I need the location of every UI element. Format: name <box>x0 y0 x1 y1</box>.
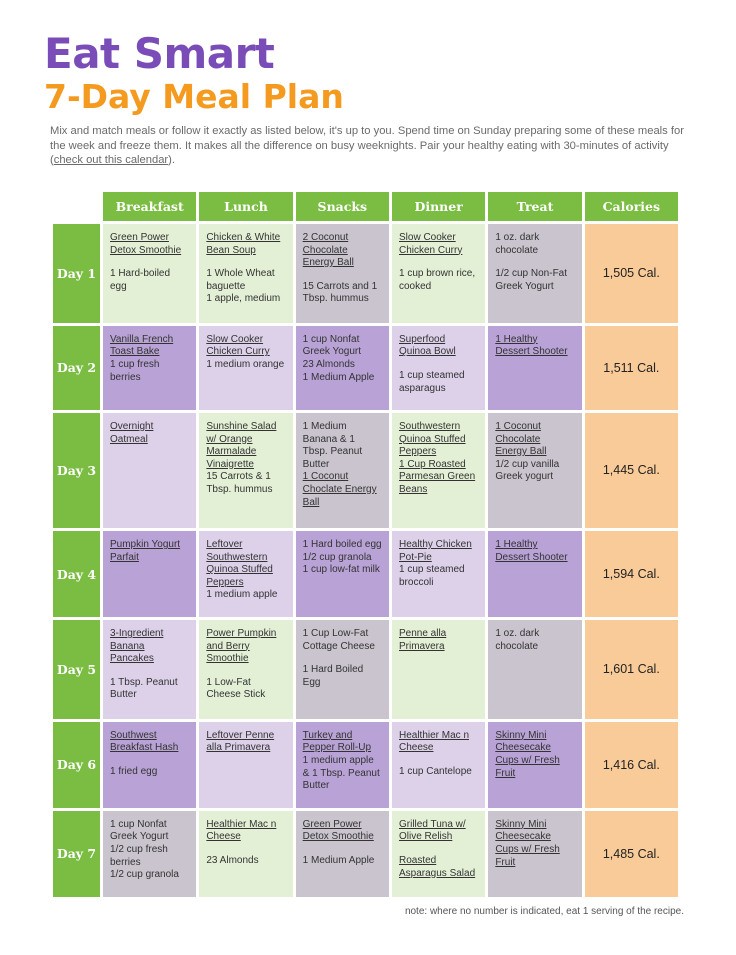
header-snacks: Snacks <box>296 192 389 221</box>
meal-item-text: 1/2 cup vanilla Greek yogurt <box>495 458 560 483</box>
meal-item-text: 1 Low-Fat Cheese Stick <box>206 676 266 701</box>
meal-plan-body <box>53 224 678 897</box>
lunch-cell <box>199 620 292 719</box>
recipe-link[interactable]: Sunshine Salad w/ Orange Marmalade Vinaigrette <box>206 420 277 470</box>
recipe-link[interactable]: Healthier Mac n Cheese <box>398 729 470 754</box>
header-dinner: Dinner <box>392 192 485 221</box>
recipe-link[interactable]: Vanilla French Toast Bake <box>110 333 174 358</box>
spacer <box>206 257 285 268</box>
footnote: note: where no number is indicated, eat 1 serving of the recipe. <box>404 906 684 917</box>
calories-cell: 1,485 Cal. <box>585 811 678 897</box>
meal-item-text: 1 fried egg <box>110 765 158 777</box>
page-title: Eat Smart <box>44 29 275 78</box>
recipe-link[interactable]: Slow Cooker Chicken Curry <box>206 333 270 358</box>
recipe-link[interactable]: Southwest Breakfast Hash <box>110 729 179 754</box>
meal-item-text: 1 Tbsp. Peanut Butter <box>110 676 178 701</box>
header-row <box>53 192 678 221</box>
recipe-link[interactable]: 1 Cup Roasted Parmesan Green Beans <box>398 458 476 495</box>
meal-item-text: 23 Almonds <box>302 358 355 370</box>
meal-item-text: 1/2 cup fresh berries <box>110 844 168 868</box>
recipe-link[interactable]: Green Power Detox Smoothie <box>110 232 182 256</box>
meal-item-text: 1 cup Nonfat Greek Yogurt <box>302 333 362 358</box>
recipe-link[interactable]: Leftover Penne alla Primavera <box>206 729 275 754</box>
dinner-cell <box>392 224 485 323</box>
recipe-link[interactable]: Healthier Mac n Cheese <box>206 818 277 843</box>
meal-item-text: 1 apple, medium <box>206 293 281 305</box>
lunch-cell <box>199 413 292 528</box>
recipe-link[interactable]: Turkey and Pepper Roll-Up <box>302 729 372 754</box>
spacer <box>399 755 478 766</box>
treat-cell <box>488 620 581 719</box>
calories-cell: 1,601 Cal. <box>585 620 678 719</box>
spacer <box>110 755 189 766</box>
recipe-link[interactable]: Healthy Chicken Pot-Pie <box>398 538 472 563</box>
recipe-link[interactable]: Chicken & White Bean Soup <box>206 232 281 256</box>
header-calories: Calories <box>585 192 678 221</box>
lunch-cell <box>199 326 292 410</box>
treat-cell <box>488 413 581 528</box>
breakfast-cell <box>103 413 196 528</box>
lunch-cell <box>199 722 292 808</box>
recipe-link[interactable]: 3-Ingredient Banana Pancakes <box>110 628 164 665</box>
lunch-cell <box>199 224 292 323</box>
recipe-link[interactable]: Superfood Quinoa Bowl <box>398 333 456 358</box>
meal-item-text: 1 cup low-fat milk <box>302 564 380 576</box>
day-label: Day 5 <box>53 620 100 719</box>
day-row <box>53 531 678 617</box>
breakfast-cell <box>103 722 196 808</box>
day-label: Day 2 <box>53 326 100 410</box>
treat-cell <box>488 811 581 897</box>
recipe-link[interactable]: 1 Healthy Dessert Shooter <box>495 333 568 358</box>
meal-item-text: 23 Almonds <box>206 855 259 867</box>
calories-cell: 1,505 Cal. <box>585 224 678 323</box>
meal-item-text: 1 Cup Low-Fat Cottage Cheese <box>302 628 375 652</box>
treat-cell <box>488 531 581 617</box>
header-lunch: Lunch <box>199 192 292 221</box>
recipe-link[interactable]: Green Power Detox Smoothie <box>302 818 374 843</box>
meal-item-text: 1 Medium Banana & 1 Tbsp. Peanut Butter <box>302 420 363 470</box>
snacks-cell <box>296 811 389 897</box>
spacer <box>303 653 382 664</box>
spacer <box>206 666 285 677</box>
recipe-link[interactable]: Pumpkin Yogurt Parfait <box>110 538 181 563</box>
lunch-cell <box>199 811 292 897</box>
spacer <box>206 844 285 855</box>
spacer <box>495 257 574 268</box>
meal-item-text: 1/2 cup Non-Fat Greek Yogurt <box>495 268 568 292</box>
breakfast-cell <box>103 326 196 410</box>
spacer <box>399 359 478 370</box>
recipe-link[interactable]: Overnight Oatmeal <box>110 420 154 445</box>
dinner-cell <box>392 531 485 617</box>
day-row <box>53 620 678 719</box>
meal-item-text: 1 medium apple & 1 Tbsp. Peanut Butter <box>302 754 380 792</box>
intro-end: ). <box>168 154 176 167</box>
intro-paragraph <box>50 124 686 168</box>
meal-item-text: 1 cup steamed asparagus <box>398 369 465 394</box>
treat-cell <box>488 326 581 410</box>
recipe-link[interactable]: 1 Coconut Chocolate Energy Ball <box>495 420 547 458</box>
breakfast-cell <box>103 811 196 897</box>
day-label: Day 7 <box>53 811 100 897</box>
day-label: Day 6 <box>53 722 100 808</box>
snacks-cell <box>296 413 389 528</box>
intro-text: Mix and match meals or follow it exactly as listed below, it's up to you. Spend time on Sunday preparing some of these meals for the week and freeze them. It makes all the difference on busy weeknights. Pair your healthy eating with 30-minutes of activity ( <box>50 125 684 167</box>
recipe-link[interactable]: Power Pumpkin and Berry Smoothie <box>206 628 277 665</box>
recipe-link[interactable]: Roasted Asparagus Salad <box>398 855 476 879</box>
recipe-link[interactable]: Slow Cooker Chicken Curry <box>398 232 463 256</box>
dinner-cell <box>392 413 485 528</box>
meal-item-text: 1/2 cup granola <box>110 869 179 881</box>
meal-item-text: 1 medium orange <box>206 358 285 370</box>
day-row <box>53 811 678 897</box>
snacks-cell <box>296 620 389 719</box>
meal-item-text: 1 Hard-boiled egg <box>110 268 171 292</box>
meal-item-text: 1 Whole Wheat baguette <box>206 268 275 292</box>
spacer <box>399 257 478 268</box>
meal-item-text: 1/2 cup granola <box>302 551 372 563</box>
meal-item-text: 15 Carrots & 1 Tbsp. hummus <box>206 471 273 495</box>
snacks-cell <box>296 722 389 808</box>
meal-item-text: 1 Medium Apple <box>302 371 375 383</box>
meal-item-text: 15 Carrots and 1 Tbsp. hummus <box>302 280 378 305</box>
spacer <box>399 844 478 855</box>
spacer <box>303 270 382 281</box>
meal-item-text: 1 cup Cantelope <box>398 765 472 777</box>
dinner-cell <box>392 722 485 808</box>
meal-item-text: 1 cup fresh berries <box>110 358 160 383</box>
spacer <box>303 844 382 855</box>
header-breakfast: Breakfast <box>103 192 196 221</box>
meal-item-text: 1 cup steamed broccoli <box>398 564 465 588</box>
snacks-cell <box>296 531 389 617</box>
recipe-link[interactable]: Leftover Southwestern Quinoa Stuffed Peppers <box>206 538 273 588</box>
recipe-link[interactable]: Skinny Mini Cheesecake Cups w/ Fresh Fruit <box>495 818 560 868</box>
meal-item-text: 1 Medium Apple <box>302 855 375 867</box>
recipe-link[interactable]: Southwestern Quinoa Stuffed Peppers <box>398 420 466 458</box>
day-row <box>53 326 678 410</box>
day-row <box>53 413 678 528</box>
spacer <box>110 257 189 268</box>
spacer <box>110 666 189 677</box>
breakfast-cell <box>103 531 196 617</box>
meal-item-text: 1 Hard boiled egg <box>302 538 382 550</box>
calories-cell: 1,594 Cal. <box>585 531 678 617</box>
meal-plan-table <box>50 189 681 900</box>
meal-item-text: 1 medium apple <box>206 589 278 601</box>
recipe-link[interactable]: 1 Coconut Choclate Energy Ball <box>302 471 377 508</box>
treat-cell <box>488 224 581 323</box>
day-label: Day 4 <box>53 531 100 617</box>
calories-cell: 1,445 Cal. <box>585 413 678 528</box>
breakfast-cell <box>103 224 196 323</box>
recipe-link[interactable]: Skinny Mini Cheesecake Cups w/ Fresh Fruit <box>495 729 560 779</box>
meal-item-text: 1 Hard Boiled Egg <box>302 664 364 688</box>
recipe-link[interactable]: 2 Coconut Chocolate Energy Ball <box>302 232 354 269</box>
meal-item-text: 1 cup brown rice, cooked <box>398 268 476 292</box>
day-label: Day 3 <box>53 413 100 528</box>
day-row <box>53 224 678 323</box>
calendar-link[interactable]: check out this calendar <box>53 154 169 167</box>
recipe-link[interactable]: Grilled Tuna w/ Olive Relish <box>398 818 466 843</box>
treat-cell <box>488 722 581 808</box>
snacks-cell <box>296 224 389 323</box>
meal-item-text: 1 oz. dark chocolate <box>495 232 540 256</box>
day-row <box>53 722 678 808</box>
meal-item-text: 1 cup Nonfat Greek Yogurt <box>110 818 169 843</box>
header-treat: Treat <box>488 192 581 221</box>
recipe-link[interactable]: 1 Healthy Dessert Shooter <box>495 538 568 563</box>
calories-cell: 1,511 Cal. <box>585 326 678 410</box>
page-subtitle: 7-Day Meal Plan <box>44 77 344 116</box>
dinner-cell <box>392 620 485 719</box>
dinner-cell <box>392 326 485 410</box>
snacks-cell <box>296 326 389 410</box>
recipe-link[interactable]: Penne alla Primavera <box>398 628 447 652</box>
header-blank <box>53 192 100 221</box>
breakfast-cell <box>103 620 196 719</box>
dinner-cell <box>392 811 485 897</box>
day-label: Day 1 <box>53 224 100 323</box>
calories-cell: 1,416 Cal. <box>585 722 678 808</box>
lunch-cell <box>199 531 292 617</box>
meal-item-text: 1 oz. dark chocolate <box>495 628 540 652</box>
